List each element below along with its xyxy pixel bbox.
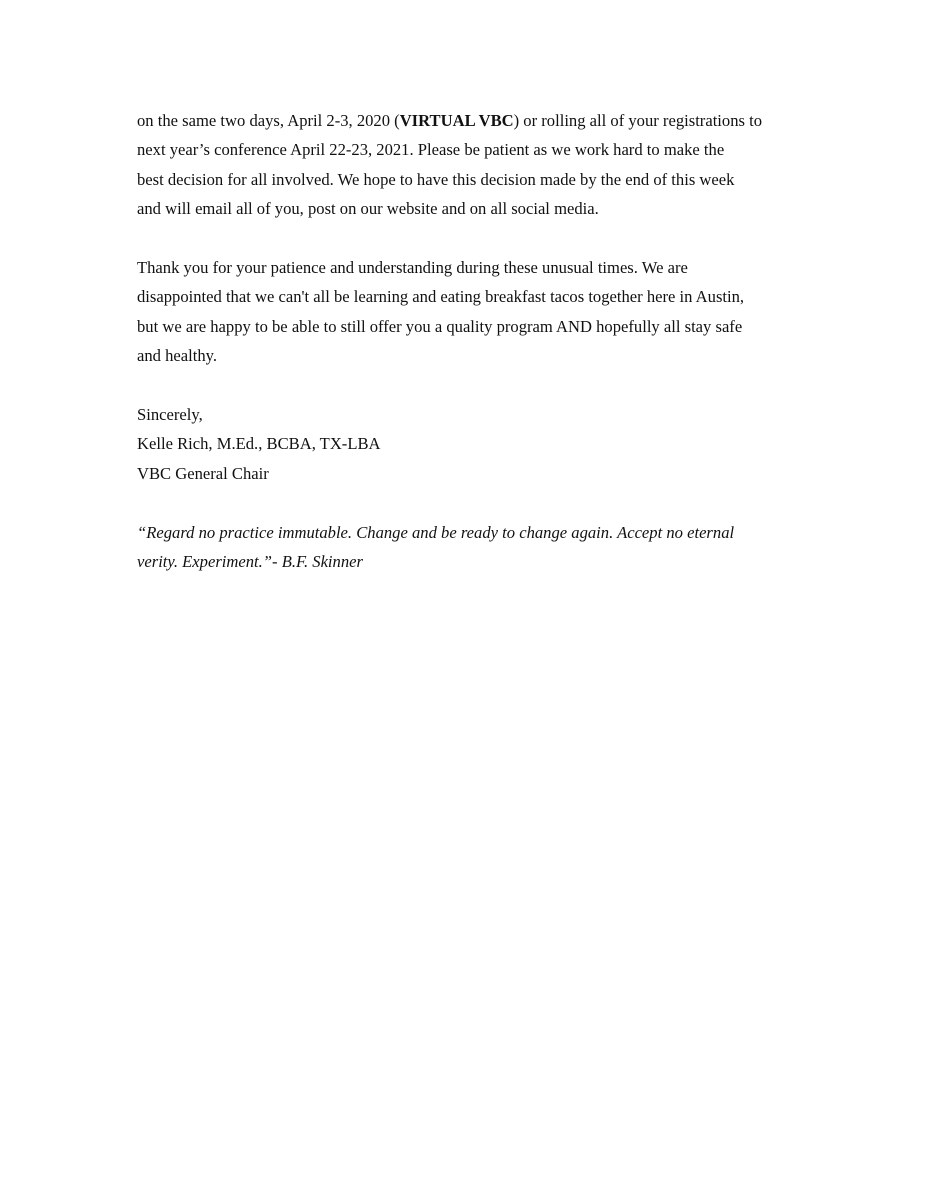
text-segment: ) or rolling all of your registrations to [513, 111, 763, 130]
signer-title: VBC General Chair [137, 463, 269, 483]
letter-body [137, 106, 817, 606]
skinner-quote [137, 518, 817, 577]
text-line: next year’s conference April 22-23, 2021. Please be patient as we work hard to make the [137, 140, 725, 160]
salutation: Sincerely, [137, 405, 203, 425]
text-line: and will email all of you, post on our website and on all social media. [137, 199, 599, 219]
signer-name: Kelle Rich, M.Ed., BCBA, TX-LBA [137, 434, 381, 454]
text-line: best decision for all involved. We hope to have this decision made by the end of this week [137, 169, 735, 189]
text-segment: on the same two days, April 2-3, 2020 ( [137, 111, 400, 130]
paragraph-decision [137, 106, 817, 224]
quote-line: verity. Experiment.”- B.F. Skinner [137, 552, 363, 572]
virtual-vbc-emphasis: VIRTUAL VBC [399, 111, 514, 130]
signature-block [137, 400, 817, 488]
text-line: and healthy. [137, 346, 218, 366]
text-line: but we are happy to be able to still offer you a quality program AND hopefully all stay safe [137, 316, 743, 336]
quote-line: “Regard no practice immutable. Change and be ready to change again. Accept no eternal [137, 522, 735, 542]
paragraph-thanks [137, 253, 817, 371]
text-line [137, 106, 817, 135]
text-line: Thank you for your patience and understanding during these unusual times. We are [137, 258, 688, 278]
text-line: disappointed that we can't all be learning and eating breakfast tacos together here in Austin, [137, 287, 745, 307]
